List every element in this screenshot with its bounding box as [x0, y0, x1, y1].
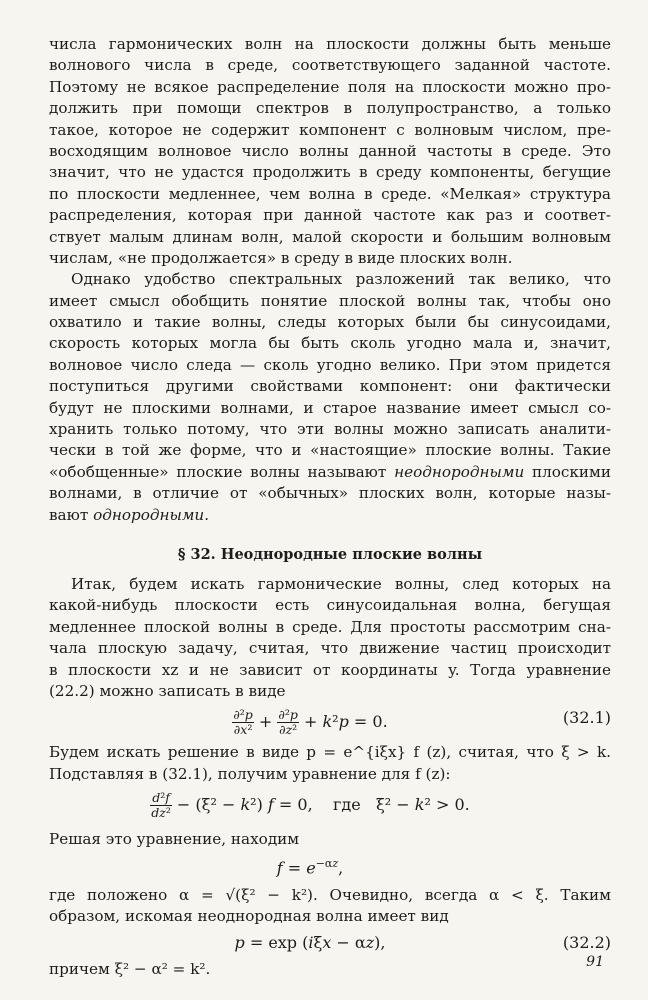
- equation-body: $\frac{\text{∂²p}}{\text{∂x²}}$ + $\frac{\text{∂²p}}{\text{∂z²}}$ + k²p = 0.: [233, 707, 388, 738]
- text-line: восходящим волновое число волны данной частоты в среде. Это: [49, 141, 611, 160]
- text-line: где положено α = √(ξ² − k²). Очевидно, всегда α < ξ. Таким: [49, 885, 611, 904]
- text-line: хранить только потому, что эти волны можно записать аналити-: [49, 420, 611, 439]
- text-line: Итак, будем искать гармонические волны, след которых на: [71, 574, 611, 593]
- where-word: где: [333, 795, 361, 815]
- paragraph-4: [49, 742, 611, 785]
- text-line: образом, искомая неоднородная волна имеет вид: [49, 906, 449, 925]
- page-number: 91: [586, 954, 604, 970]
- text-line: чески в той же форме, что и «настоящие» плоские волны. Такие: [49, 441, 611, 460]
- text-line: Будем искать решение в виде p = e^{iξx} f (z), считая, что ξ > k.: [49, 743, 611, 762]
- equation-body: $\frac{\text{d²f}}{\text{dz²}}$ − (ξ² − k²) f = 0, где ξ² − k² > 0.: [151, 790, 470, 821]
- text-span: вают: [49, 505, 89, 524]
- paragraph-5: Решая это уравнение, находим: [49, 830, 300, 849]
- text-line: [49, 505, 611, 526]
- text-line: чала плоскую задачу, считая, что движение частиц происходит: [49, 639, 611, 658]
- text-line: волнами, в отличие от «обычных» плоских волн, которые назы-: [49, 484, 611, 503]
- text-line: ствует малым длинам волн, малой скорости и большим волновым: [49, 227, 611, 246]
- equation-32-2: [49, 927, 611, 959]
- equation-ode: [49, 785, 611, 829]
- text-span: плоскими: [532, 462, 611, 481]
- text-line: в плоскости xz и не зависит от координаты y. Тогда уравнение: [49, 660, 611, 679]
- term-homogeneous: однородными.: [93, 505, 210, 524]
- equation-32-1: [49, 702, 611, 742]
- text-line: числа гармонических волн на плоскости должны быть меньше: [49, 35, 611, 53]
- text-line: охватило и такие волны, следы которых были бы синусоидами,: [49, 313, 611, 332]
- text-line: распределения, которая при данной частоте как раз и соответ-: [49, 206, 611, 225]
- text-line: волновое число следа — сколь угодно велико. При этом придется: [49, 355, 611, 374]
- text-line: поступиться другими свойствами компонент: они фактически: [49, 377, 611, 396]
- text-line: какой-нибудь плоскости есть синусоидальная волна, бегущая: [49, 596, 611, 615]
- text-line: Подставляя в (32.1), получим уравнение для f (z):: [49, 764, 451, 783]
- equation-number: (32.1): [562, 708, 611, 728]
- paragraph-1: [49, 34, 611, 269]
- text-line: волнового числа в среде, соответствующего заданной частоте.: [49, 56, 611, 75]
- text-line: числам, «не продолжается» в среду в виде плоских волн.: [49, 248, 513, 267]
- equation-solution: [49, 851, 611, 885]
- term-inhomogeneous: неоднородными: [394, 462, 525, 481]
- section-heading: § 32. Неоднородные плоские волны: [177, 545, 483, 563]
- text-line: такое, которое не содержит компонент с волновым числом, пре-: [49, 120, 611, 139]
- text-line: будут не плоскими волнами, и старое название имеет смысл со-: [49, 398, 611, 417]
- text-line: имеет смысл обобщить понятие плоской волны так, чтобы оно: [49, 291, 611, 310]
- text-line: [49, 462, 611, 483]
- text-line: (22.2) можно записать в виде: [49, 681, 286, 700]
- text-line: Однако удобство спектральных разложений так велико, что: [71, 270, 611, 289]
- equation-body: $f = e^{-\alpha z}$,: [276, 856, 344, 877]
- text-line: медленнее плоской волны в среде. Для простоты рассмотрим сна-: [49, 617, 611, 636]
- text-line: по плоскости медленнее, чем волна в среде. «Мелкая» структура: [49, 184, 611, 203]
- page-content: [49, 34, 611, 981]
- text-line: значит, что не удастся продолжить в среду компоненты, бегущие: [49, 163, 611, 182]
- paragraph-7: причем ξ² − α² = k².: [49, 960, 211, 979]
- paragraph-6: [49, 885, 611, 928]
- equation-number: (32.2): [562, 933, 611, 953]
- text-span: «обобщенные» плоские волны называют: [49, 462, 387, 481]
- paragraph-3: [49, 574, 611, 702]
- text-line: скорость которых могла бы быть сколь угодно мала и, значит,: [49, 334, 611, 353]
- paragraph-2: [49, 269, 611, 526]
- equation-body: p = exp (iξx − αz),: [234, 933, 386, 953]
- text-line: Поэтому не всякое распределение поля на плоскости можно про-: [49, 77, 611, 96]
- text-line: должить при помощи спектров в полупространство, а только: [49, 99, 611, 118]
